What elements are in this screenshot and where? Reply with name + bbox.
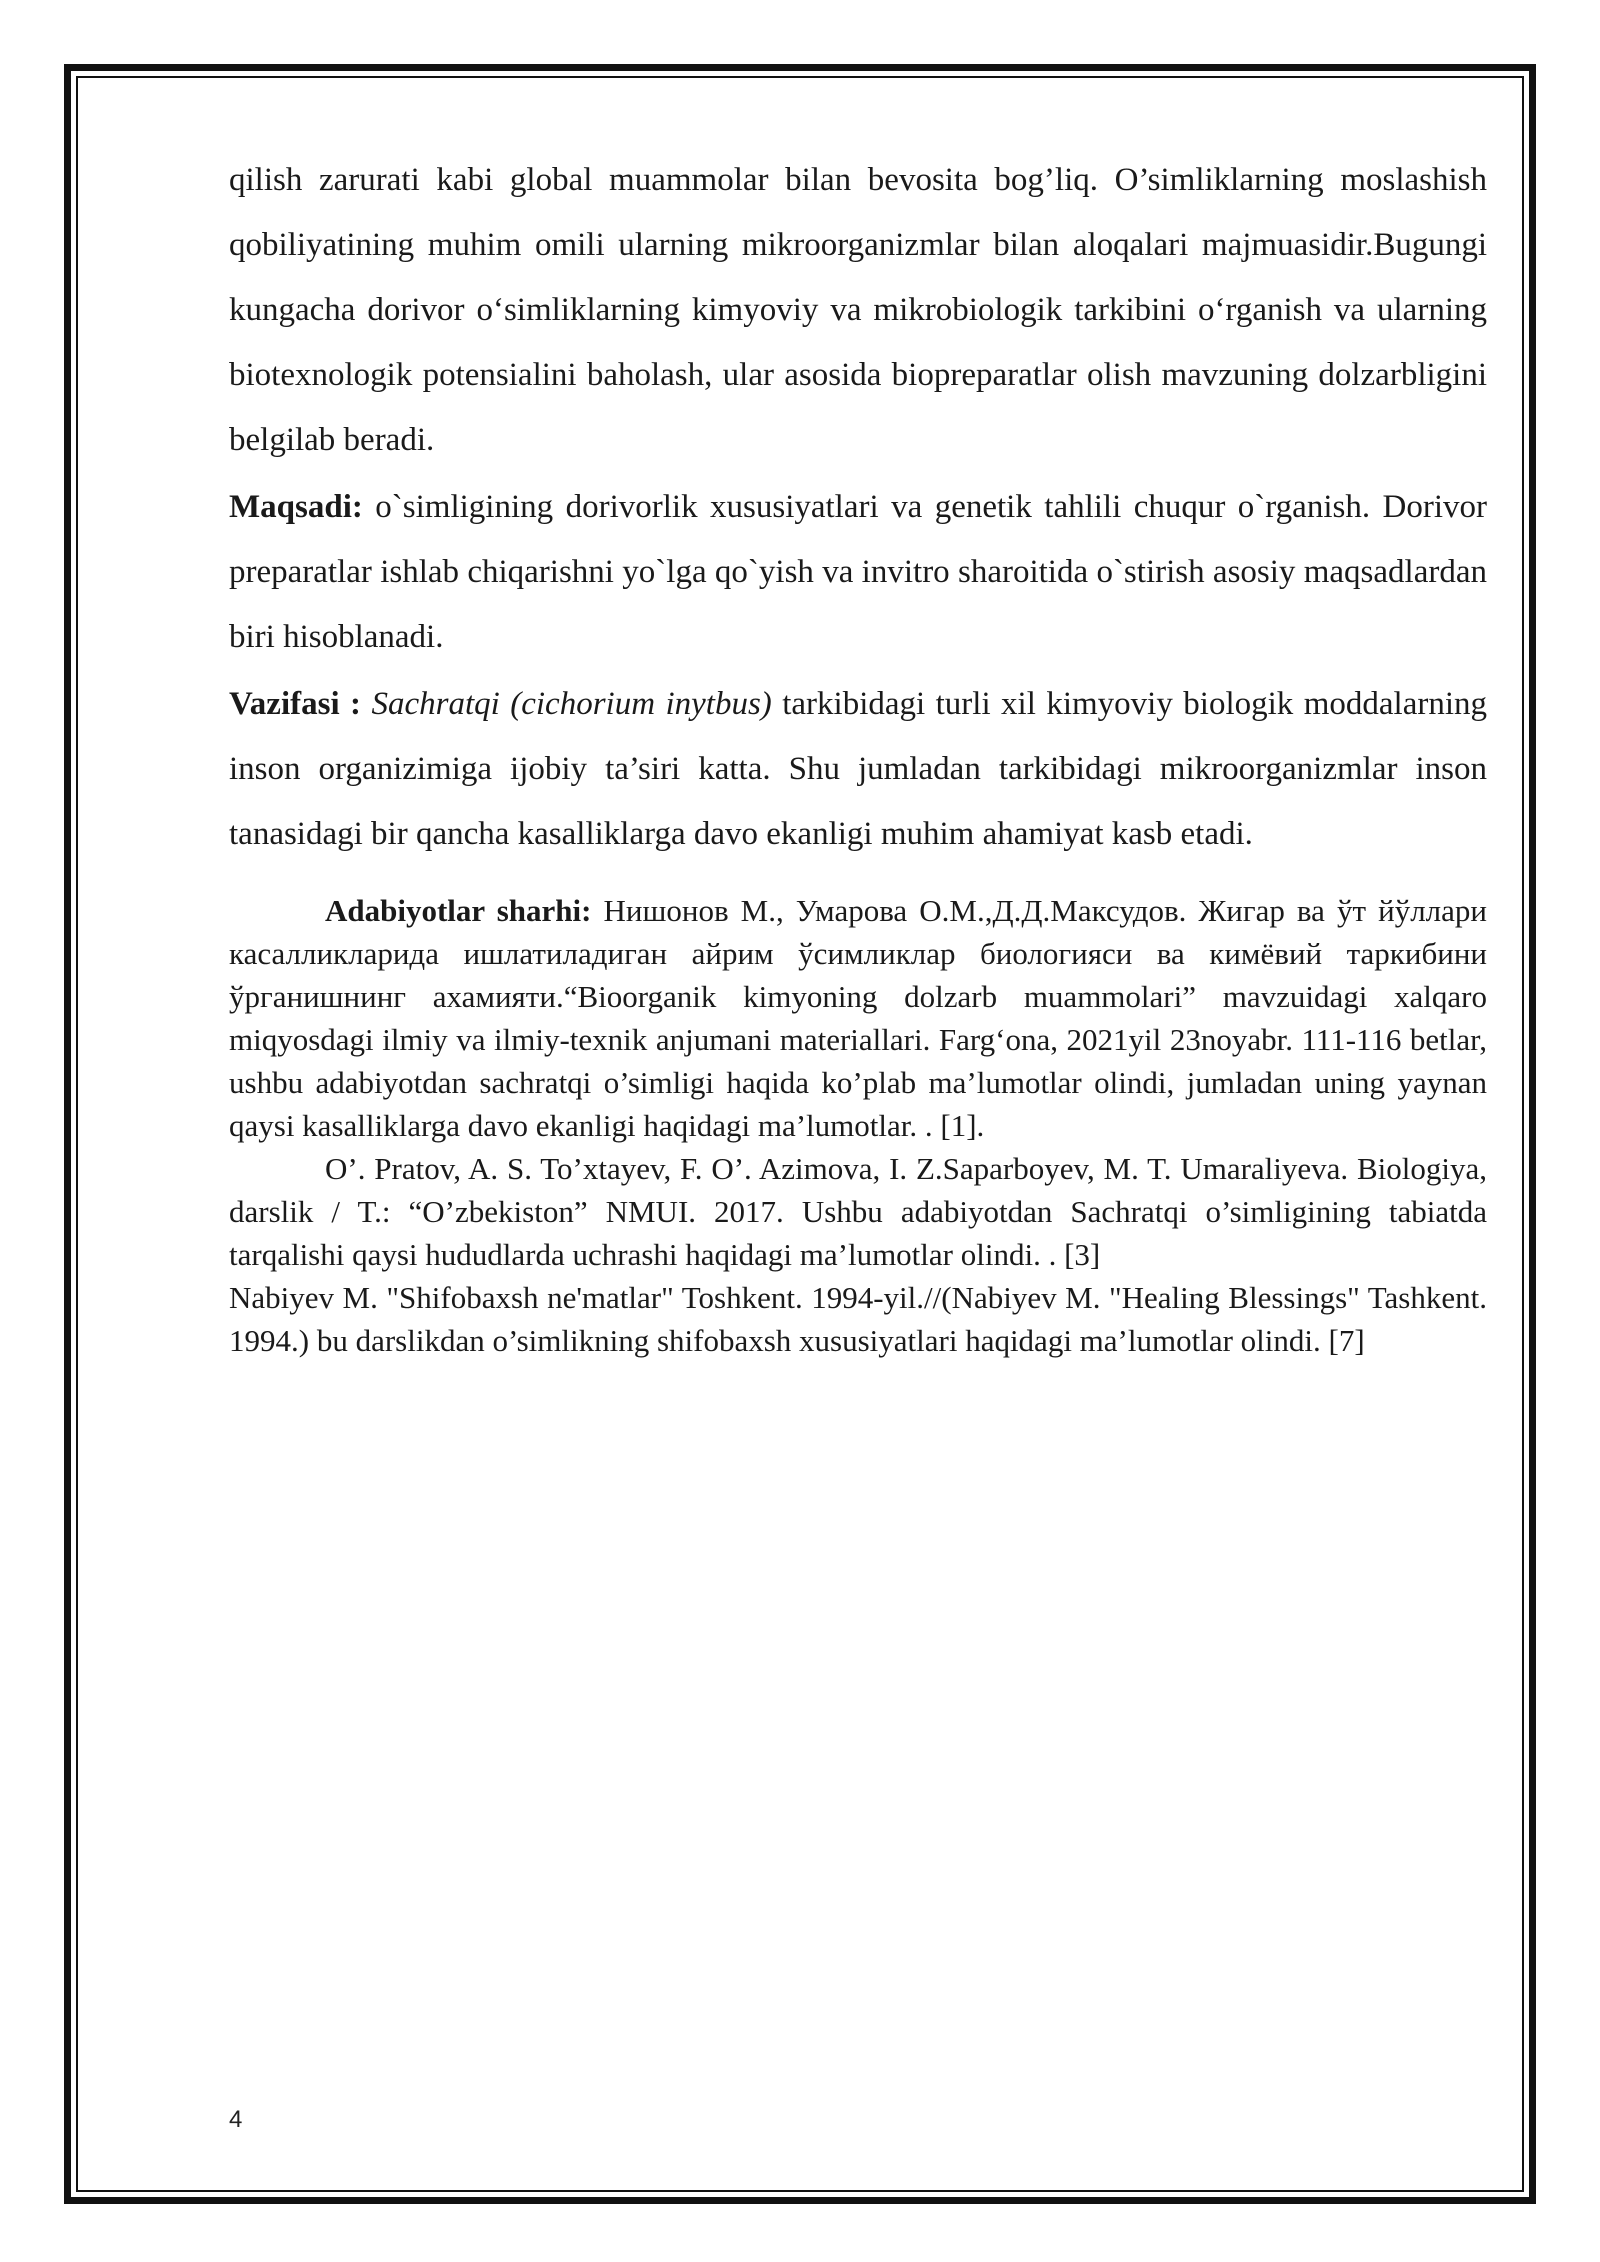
reference-2: O’. Pratov, A. S. To’xtayev, F. O’. Azimova, I. Z.Saparboyev, M. T. Umaraliyeva. Biologiya, darslik / T.: “O’zbekiston” NMUI. 2017. Ushbu adabiyotdan Sachratqi o’simligining tabiatda tarqalishi qaysi hududlarda uchrashi haqidagi ma’lumotlar olindi. . [3]: [229, 1151, 1487, 1272]
task-label: Vazifasi :: [229, 686, 362, 722]
goal-paragraph: [229, 475, 1487, 670]
literature-review-label: Adabiyotlar sharhi:: [325, 893, 592, 928]
page-body: [229, 148, 1487, 1362]
reference-3: Nabiyev M. "Shifobaxsh ne'matlar" Toshkent. 1994-yil.//(Nabiyev M. "Healing Blessings" Tashkent. 1994.) bu darslikdan o’simlikning shifobaxsh xususiyatlari haqidagi ma’lumotlar olindi. [7]: [229, 1280, 1487, 1358]
plant-name: Sachratqi (cichorium inytbus): [371, 686, 772, 722]
task-text: tarkibidagi turli xil kimyoviy biologik moddalarning inson organizimiga ijobiy ta’siri katta. Shu jumladan tarkibidagi mikroorganizmlar inson tanasidagi bir qancha kasalliklarga davo ekanligi muhim ahamiyat kasb etadi.: [229, 686, 1488, 852]
intro-paragraph: qilish zarurati kabi global muammolar bilan bevosita bog’liq. O’simliklarning moslashish qobiliyatining muhim omili ularning mikroorganizmlar bilan aloqalari majmuasidir.Bugungi kungacha dorivor o‘simliklarning kimyoviy va mikrobiologik tarkibini o‘rganish va ularning biotexnologik potensialini baholash, ular asosida biopreparatlar olish mavzuning dolzarbligini belgilab beradi.: [229, 162, 1487, 458]
page-number: 4: [229, 2106, 243, 2133]
goal-label: Maqsadi:: [229, 489, 363, 525]
literature-review: [229, 889, 1487, 1362]
reference-1: [229, 889, 1487, 1147]
task-paragraph: [229, 672, 1487, 867]
reference-1-text: Нишонов М., Умарова О.М.,Д.Д.Максудов. Жигар ва ўт йўллари касалликларида ишлатиладиган айрим ўсимликлар биологияси ва кимёвий таркибини ўрганишнинг ахамияти.“Bioorganik kimyoning dolzarb muammolari” mavzuidagi xalqaro miqyosdagi ilmiy va ilmiy-texnik anjumani materiallari. Farg‘ona, 2021yil 23noyabr. 111-116 betlar, ushbu adabiyotdan sachratqi o’simligi haqida ko’plab ma’lumotlar olindi, jumladan uning yaynan qaysi kasalliklarga davo ekanligi haqidagi ma’lumotlar. . [1].: [229, 893, 1487, 1143]
goal-text: o`simligining dorivorlik xususiyatlari va genetik tahlili chuqur o`rganish. Dorivor preparatlar ishlab chiqarishni yo`lga qo`yish va invitro sharoitida o`stirish asosiy maqsadlardan biri hisoblanadi.: [229, 489, 1487, 655]
